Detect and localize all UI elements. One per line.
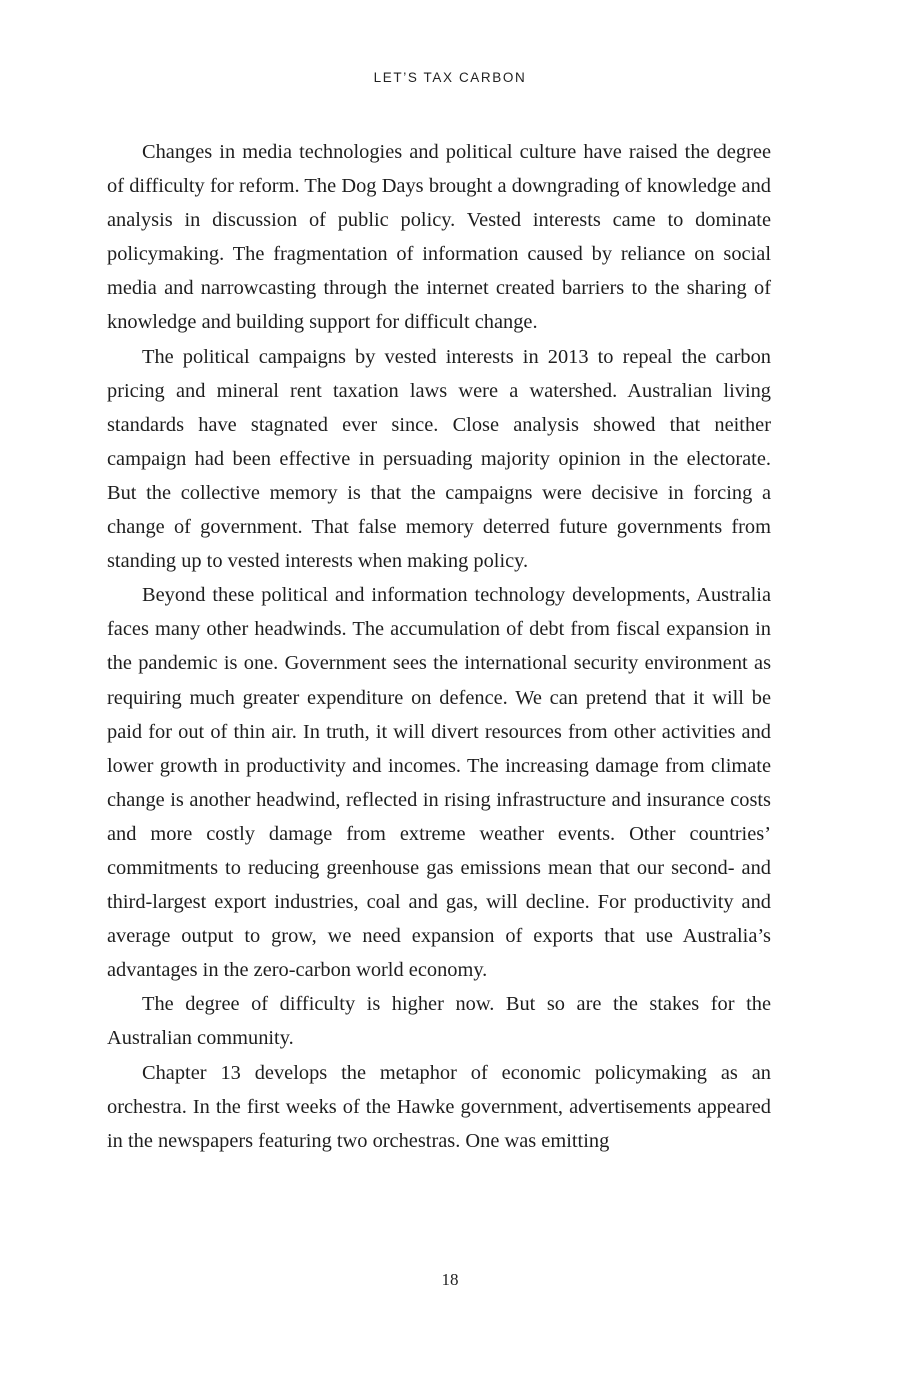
paragraph: The degree of difficulty is higher now. But so are the stakes for the Australian community. (107, 993, 771, 1050)
running-head: LET’S TAX CARBON (373, 70, 527, 85)
paragraph: The political campaigns by vested interests in 2013 to repeal the carbon pricing and mineral rent taxation laws were a watershed. Australian living standards have stagnated ever since. Close analysis showed that neither campaign had been effective in persuading majority opinion in the electorate. But the collective memory is that the campaigns were decisive in forcing a change of government. That false memory deterred future governments from standing up to vested interests when making policy. (107, 345, 771, 573)
paragraph: Chapter 13 develops the metaphor of economic policymaking as an orchestra. In the first weeks of the Hawke government, advertisements appeared in the newspapers featuring two orchestras. One was emitting (107, 1061, 771, 1152)
page-number: 18 (441, 1270, 459, 1289)
body-text (107, 135, 771, 1158)
paragraph: Changes in media technologies and political culture have raised the degree of difficulty for reform. The Dog Days brought a downgrading of knowledge and analysis in discussion of public policy. Vested interests came to dominate policymaking. The fragmentation of information caused by reliance on social media and narrowcasting through the internet created barriers to the sharing of knowledge and building support for difficult change. (107, 141, 771, 334)
paragraph: Beyond these political and information technology developments, Australia faces many other headwinds. The accumulation of debt from fiscal expansion in the pandemic is one. Government sees the international security environment as requiring much greater expenditure on defence. We can pretend that it will be paid for out of thin air. In truth, it will divert resources from other activities and lower growth in productivity and incomes. The increasing damage from climate change is another headwind, reflected in rising infrastructure and insurance costs and more costly damage from extreme weather events. Other countries’ commitments to reducing greenhouse gas emissions mean that our second- and third-largest export industries, coal and gas, will decline. For productivity and average output to grow, we need expansion of exports that use Australia’s advantages in the zero-carbon world economy. (107, 584, 771, 982)
